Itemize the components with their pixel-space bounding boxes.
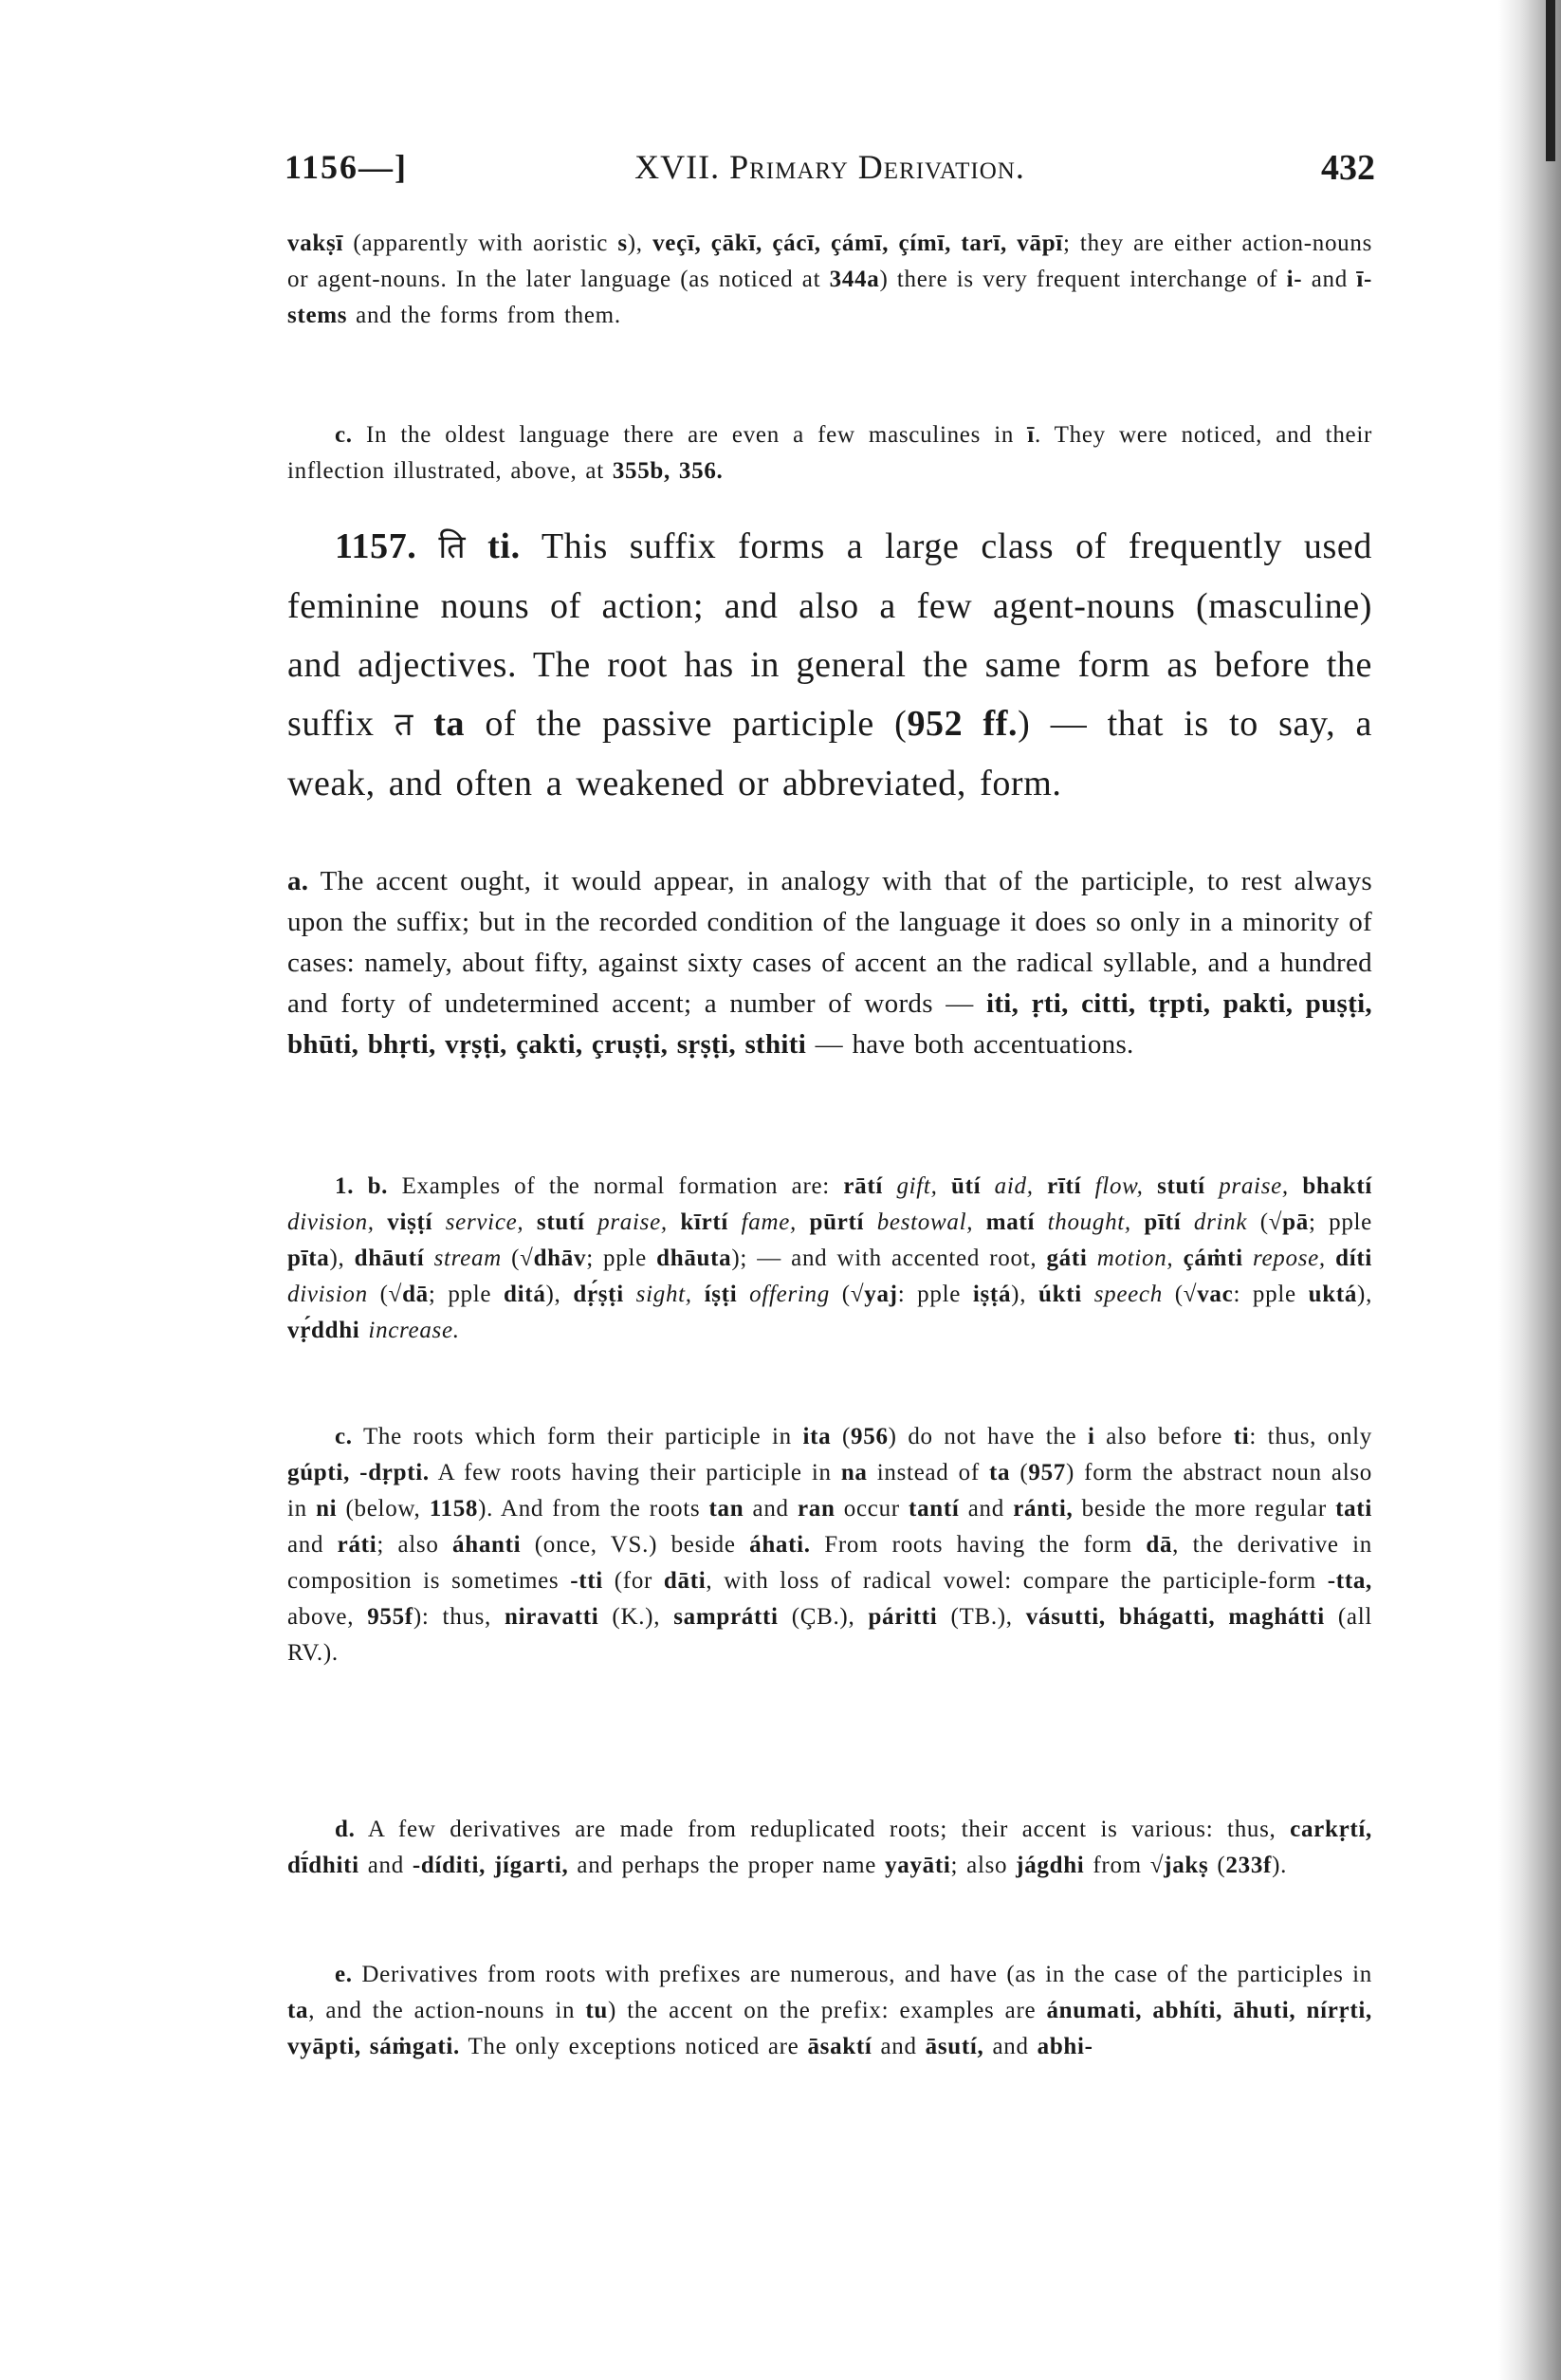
text-span: and the forms from them. — [347, 303, 621, 328]
chapter-title: XVII. Primary Derivation. — [634, 148, 1025, 186]
text-span: from √ — [1084, 1853, 1165, 1878]
paragraph-text — [287, 226, 1372, 334]
text-span: (√ — [367, 1282, 403, 1307]
text-span: matí — [985, 1209, 1036, 1235]
text-span: ), — [545, 1282, 574, 1307]
text-span: iṣṭá — [972, 1282, 1012, 1307]
text-span: (once, VS.) beside — [521, 1532, 750, 1558]
text-span: instead of — [867, 1460, 989, 1485]
text-span: and — [959, 1496, 1014, 1522]
text-span: also before — [1094, 1424, 1234, 1449]
binding-edge — [1546, 0, 1555, 161]
text-span: stutí — [1157, 1173, 1205, 1199]
text-span: ni — [316, 1496, 338, 1522]
text-span: 955f — [367, 1604, 413, 1630]
text-span: ( — [831, 1424, 852, 1449]
paragraph-text — [287, 417, 1372, 489]
text-span: pīta — [287, 1245, 330, 1271]
text-span: i — [1088, 1424, 1095, 1449]
text-span: jágdhi — [1016, 1853, 1085, 1878]
text-span: ) — that is to say, a weak, and often a weakened or abbreviated, form. — [287, 704, 1372, 803]
text-span: vṛ́ddhi — [287, 1318, 360, 1343]
text-span: ), — [1357, 1282, 1373, 1307]
text-span: A few roots having their participle in — [429, 1460, 841, 1485]
text-span: Examples of the normal formation are: — [388, 1173, 844, 1199]
text-span: vakṣī — [287, 231, 344, 256]
text-span: service, — [432, 1209, 537, 1235]
text-span: tu — [585, 1998, 609, 2023]
text-span: pītí — [1144, 1209, 1182, 1235]
text-span: ī — [1027, 422, 1035, 448]
text-span: From roots having the form — [810, 1532, 1147, 1558]
text-span: kīrtí — [680, 1209, 729, 1235]
paragraph-1157-e — [287, 1957, 1372, 2065]
text-span: c. — [335, 422, 353, 448]
text-span: ta — [989, 1460, 1011, 1485]
paragraph-1156-cont — [287, 226, 1372, 334]
text-span: ), — [329, 1245, 355, 1271]
text-span: In the oldest language there are even a few masculines in — [352, 422, 1028, 448]
text-span: The only exceptions noticed are — [459, 2034, 808, 2059]
text-span: ), — [1011, 1282, 1038, 1307]
text-span: ). — [1272, 1853, 1288, 1878]
text-span: and — [358, 1853, 413, 1878]
text-span: ) do not have the — [888, 1424, 1088, 1449]
text-span: páritti — [868, 1604, 938, 1630]
text-span: (all RV.). — [287, 1604, 1373, 1666]
text-span: ; pple — [1308, 1209, 1372, 1235]
text-span: division — [287, 1282, 368, 1307]
text-span: and — [287, 1532, 338, 1558]
text-span: e. — [335, 1962, 353, 1987]
text-span: : thus, only — [1249, 1424, 1373, 1449]
text-span: flow, — [1081, 1173, 1158, 1199]
text-span: ránti, — [1013, 1496, 1074, 1522]
text-span: beside the more regular — [1073, 1496, 1336, 1522]
text-span: samprátti — [673, 1604, 779, 1630]
text-span: -tta, — [1327, 1568, 1372, 1594]
text-span: and — [744, 1496, 798, 1522]
text-span: jakṣ — [1164, 1853, 1209, 1878]
paragraph-1157-c — [287, 1419, 1372, 1671]
text-span: -tti — [570, 1568, 603, 1594]
text-span: tan — [708, 1496, 744, 1522]
paragraph-1157-d — [287, 1812, 1372, 1884]
text-span: díti — [1335, 1245, 1373, 1271]
text-span: veçī, çākī, çácī, çámī, çímī, tarī, vāpī — [652, 231, 1063, 256]
paragraph-text — [287, 517, 1372, 813]
text-span: (ÇB.), — [778, 1604, 869, 1630]
text-span: 1158 — [429, 1496, 479, 1522]
text-span: dāti — [663, 1568, 707, 1594]
text-span: (√ — [501, 1245, 534, 1271]
text-span: ) form the abstract noun also in — [287, 1460, 1372, 1522]
text-span: . They were noticed, and their inflection illustrated, above, at — [287, 422, 1372, 484]
text-span: occur — [835, 1496, 909, 1522]
text-span: 1. b. — [335, 1173, 389, 1199]
text-span: repose, — [1242, 1245, 1336, 1271]
paragraph-1156-c — [287, 417, 1372, 489]
text-span: 233f — [1225, 1853, 1273, 1878]
text-span: : pple — [1233, 1282, 1309, 1307]
text-span: ráti — [337, 1532, 377, 1558]
text-span: ; pple — [428, 1282, 505, 1307]
text-span: i- — [1286, 267, 1303, 292]
text-span: viṣṭí — [387, 1209, 433, 1235]
text-span: a. — [287, 866, 309, 896]
text-span: speech — [1081, 1282, 1163, 1307]
text-span: gáti — [1046, 1245, 1088, 1271]
text-span: vac — [1197, 1282, 1234, 1307]
text-span: dā — [1146, 1532, 1173, 1558]
text-span: ): thus, — [413, 1604, 505, 1630]
text-span: vásutti, bhágatti, maghátti — [1025, 1604, 1325, 1630]
text-span: ti — [1233, 1424, 1250, 1449]
running-header — [285, 147, 1375, 204]
text-span: sight, — [623, 1282, 705, 1307]
text-span: gúpti, -dṛpti. — [287, 1460, 430, 1485]
paragraph-1157-a — [287, 861, 1372, 1065]
text-span: division, — [287, 1209, 388, 1235]
text-span: ). And from the roots — [478, 1496, 709, 1522]
text-span: tati — [1335, 1496, 1372, 1522]
text-span: ita — [802, 1424, 832, 1449]
paragraph-text — [287, 1812, 1372, 1884]
text-span: (√ — [829, 1282, 865, 1307]
text-span: carkṛtí, dī́dhiti — [287, 1817, 1372, 1878]
text-span: bhaktí — [1302, 1173, 1372, 1199]
text-span: (K.), — [598, 1604, 674, 1630]
text-span: úkti — [1038, 1282, 1082, 1307]
section-number: 1157. — [335, 526, 417, 566]
text-span: increase. — [359, 1318, 460, 1343]
text-span: aid, — [981, 1173, 1048, 1199]
text-span: uktá — [1308, 1282, 1358, 1307]
text-span: (TB.), — [937, 1604, 1026, 1630]
text-span: rītí — [1047, 1173, 1082, 1199]
text-span: praise, — [1204, 1173, 1303, 1199]
text-span: ( — [1208, 1853, 1226, 1878]
text-span: yaj — [864, 1282, 898, 1307]
text-span: dhāutí — [354, 1245, 425, 1271]
text-span: yayāti — [885, 1853, 951, 1878]
text-span: c. — [335, 1424, 353, 1449]
text-span: ta — [287, 1998, 309, 2023]
text-span: and perhaps the proper name — [568, 1853, 886, 1878]
text-span: (for — [602, 1568, 664, 1594]
text-span: dhāuta — [656, 1245, 732, 1271]
paragraph-text — [287, 1419, 1372, 1671]
text-span: íṣṭi — [704, 1282, 738, 1307]
text-span: , with loss of radical vowel: compare the participle-form — [706, 1568, 1328, 1594]
text-span: and — [872, 2034, 926, 2059]
text-span: s — [617, 231, 628, 256]
text-span: stutí — [536, 1209, 585, 1235]
text-span: The accent ought, it would appear, in analogy with that of the participle, to rest always upon the suffix; but in the recorded condition of the language it does so only in a minority of cases: namely, about fifty, against sixty cases of accent an the radical syllable, and a hundred and forty of undetermined accent; a number of words — — [287, 866, 1372, 1019]
text-span: This suffix forms a large class of frequently used feminine nouns of action; and also a few agent-nouns (masculine) and adjectives. The root has in general the same form as before the suffix — [287, 526, 1372, 744]
text-span: ditá — [504, 1282, 546, 1307]
paragraph-text — [287, 861, 1372, 1065]
text-span: stream — [424, 1245, 502, 1271]
text-span: ūtí — [950, 1173, 982, 1199]
text-span: 956 — [851, 1424, 889, 1449]
text-span: dṛ́ṣṭi — [573, 1282, 624, 1307]
text-span: and — [1302, 267, 1357, 292]
text-span: (apparently with aoristic — [343, 231, 618, 256]
section-reference: 1156—] — [285, 148, 409, 186]
text-span: above, — [287, 1604, 368, 1630]
text-span: ); — and with accented root, — [731, 1245, 1047, 1271]
paragraph-text — [287, 1957, 1372, 2065]
text-span: thought, — [1035, 1209, 1145, 1235]
text-span: -díditi, jígarti, — [412, 1853, 569, 1878]
text-span: niravatti — [505, 1604, 599, 1630]
text-span: , and the action-nouns in — [308, 1998, 586, 2023]
text-span: (√ — [1162, 1282, 1198, 1307]
text-span: ; also — [376, 1532, 453, 1558]
text-span: iti, ṛti, citti, tṛpti, pakti, puṣṭi, bhūti, bhṛti, vṛṣṭi, çakti, çruṣṭi, sṛṣṭi, sthiti — [287, 988, 1372, 1060]
text-span: ī-stems — [287, 267, 1372, 328]
devanagari-text: त — [394, 706, 413, 744]
text-span: gift, — [883, 1173, 951, 1199]
text-span: dhāv — [533, 1245, 587, 1271]
text-span: offering — [737, 1282, 830, 1307]
text-span: 957 — [1028, 1460, 1067, 1485]
text-span: ánumati, abhíti, āhuti, nírṛti, vyāpti, sáṁgati. — [287, 1998, 1372, 2059]
paragraph-1157 — [287, 517, 1372, 813]
text-span: and — [983, 2034, 1038, 2059]
page-number: 432 — [1321, 148, 1375, 188]
paragraph-1157-b — [287, 1169, 1372, 1349]
text-span: āsutí, — [925, 2034, 984, 2059]
text-span: tantí — [909, 1496, 960, 1522]
text-span: Derivatives from roots with prefixes are numerous, and have (as in the case of the participles in — [352, 1962, 1372, 1987]
text-span: motion, — [1087, 1245, 1184, 1271]
text-span: ta — [413, 704, 466, 744]
text-span: ), — [627, 231, 653, 256]
text-span: ; they are either action-nouns or agent-nouns. In the later language (as noticed at — [287, 231, 1372, 292]
text-span: The roots which form their participle in — [352, 1424, 803, 1449]
text-span: A few derivatives are made from reduplicated roots; their accent is various: thus, — [355, 1817, 1291, 1842]
text-span: ti. — [466, 526, 521, 566]
text-span: bestowal, — [864, 1209, 986, 1235]
paragraph-text — [287, 1169, 1372, 1349]
text-span: dā — [402, 1282, 429, 1307]
text-span: d. — [335, 1817, 356, 1842]
text-span: ran — [797, 1496, 836, 1522]
text-span: ; pple — [586, 1245, 657, 1271]
text-span: ( — [1010, 1460, 1029, 1485]
text-span: ) there is very frequent interchange of — [879, 267, 1287, 292]
text-span: rātí — [843, 1173, 884, 1199]
text-span: 355b, 356. — [612, 458, 724, 484]
text-span: çáṁti — [1183, 1245, 1243, 1271]
text-span: (below, — [337, 1496, 430, 1522]
text-span: , the derivative in composition is sometimes — [287, 1532, 1372, 1594]
text-span: drink — [1181, 1209, 1248, 1235]
text-span: 344a — [829, 267, 880, 292]
text-span: abhi- — [1037, 2034, 1093, 2059]
text-span: : pple — [897, 1282, 973, 1307]
text-span: of the passive participle ( — [465, 704, 908, 744]
text-span: pā — [1282, 1209, 1309, 1235]
text-span: pūrtí — [809, 1209, 865, 1235]
text-span: (√ — [1247, 1209, 1283, 1235]
text-span: ) the accent on the prefix: examples are — [608, 1998, 1047, 2023]
text-span: áhati. — [749, 1532, 811, 1558]
text-span: 952 ff. — [907, 704, 1019, 744]
text-span: ; also — [950, 1853, 1017, 1878]
text-span: — have both accentuations. — [806, 1029, 1134, 1060]
text-span: na — [840, 1460, 868, 1485]
page-edge-shadow — [1498, 0, 1561, 2380]
text-span: áhanti — [452, 1532, 522, 1558]
devanagari-text: ति — [438, 528, 467, 566]
text-span: āsaktí — [807, 2034, 872, 2059]
text-span: fame, — [728, 1209, 810, 1235]
text-span: praise, — [584, 1209, 681, 1235]
